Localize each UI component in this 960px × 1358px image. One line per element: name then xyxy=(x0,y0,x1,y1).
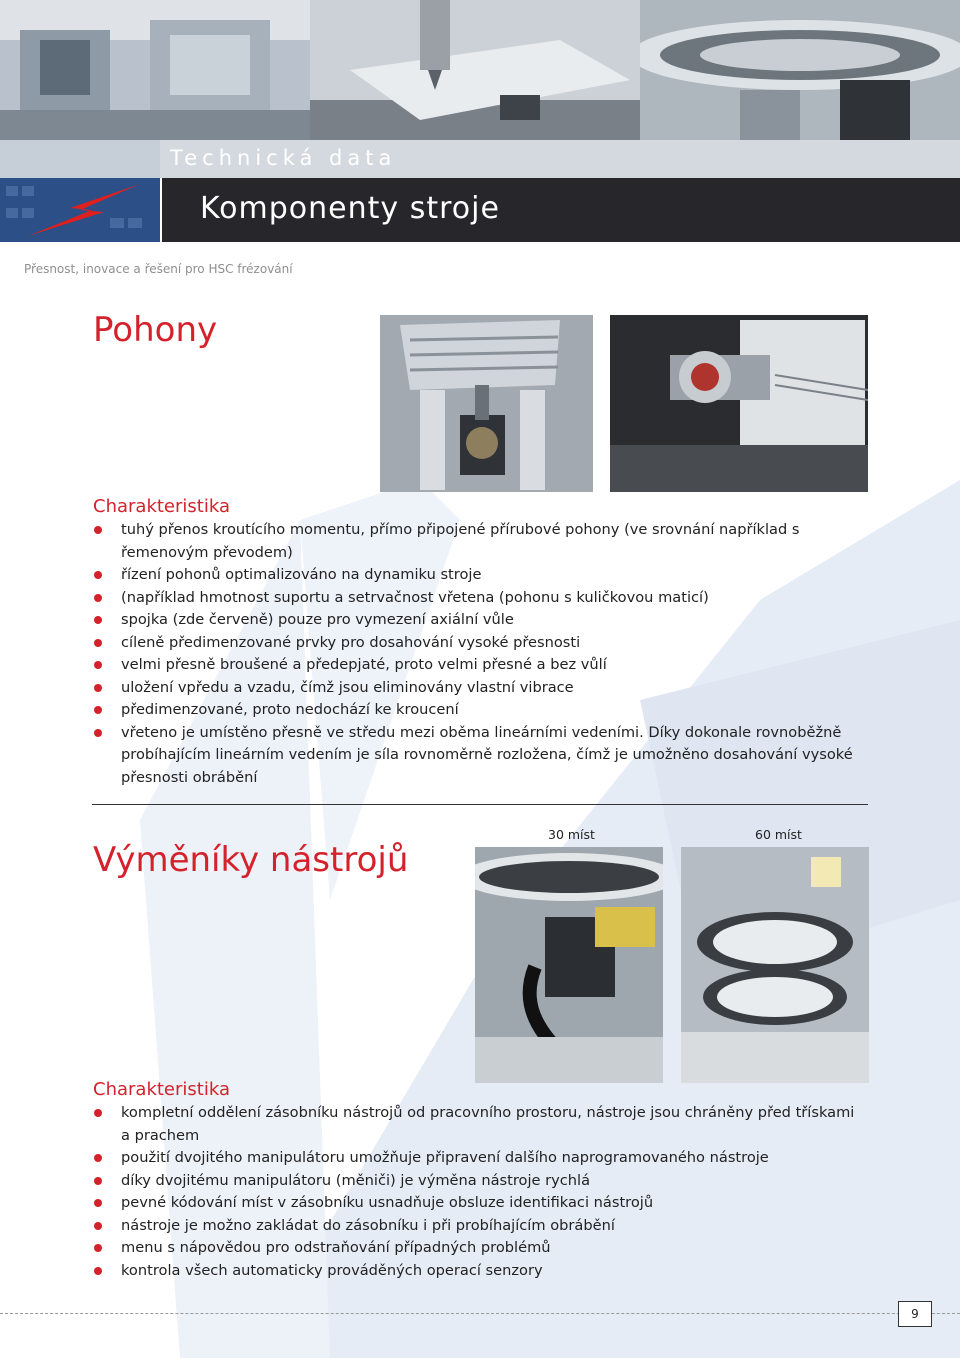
red-dot-icon xyxy=(94,661,102,669)
red-dot-icon xyxy=(94,1244,102,1252)
red-dot-icon xyxy=(94,729,102,737)
list-item: tuhý přenos kroutícího momentu, přímo připojené přírubové pohony (ve srovnání například s řemenovým převodem) xyxy=(93,519,863,564)
list-item: vřeteno je umístěno přesně ve středu mezi oběma lineárními vedeními. Díky dokonale rovnoběžně probíhajícím lineárním vedením je síla rovnoměrně rozložena, čímž je umožněno dosahování vysoké přesnosti obrábění xyxy=(93,722,863,790)
header-photo-machine-room xyxy=(0,0,310,140)
page-subtitle: Přesnost, inovace a řešení pro HSC frézování xyxy=(24,262,293,276)
red-dot-icon xyxy=(94,1199,102,1207)
toolchangers-characteristics-heading: Charakteristika xyxy=(93,1079,230,1100)
list-item: menu s nápovědou pro odstraňování případných problémů xyxy=(93,1237,863,1260)
header-band-left-top xyxy=(0,140,160,178)
red-dot-icon xyxy=(94,1222,102,1230)
red-dot-icon xyxy=(94,706,102,714)
list-item: spojka (zde červeně) pouze pro vymezení axiální vůle xyxy=(93,609,863,632)
drives-characteristics-heading: Charakteristika xyxy=(93,496,230,517)
list-item: nástroje je možno zakládat do zásobníku i při probíhajícím obrábění xyxy=(93,1215,863,1238)
red-dot-icon xyxy=(94,1177,102,1185)
list-item: uložení vpředu a vzadu, čímž jsou eliminovány vlastní vibrace xyxy=(93,677,863,700)
red-dot-icon xyxy=(94,684,102,692)
red-dot-icon xyxy=(94,639,102,647)
photo-toolchanger-30 xyxy=(475,847,663,1083)
lightning-bolt-icon xyxy=(0,178,160,242)
photo-ballscrew-coupling xyxy=(610,315,868,492)
toolchangers-bullet-list xyxy=(93,1102,863,1282)
caption-60-slots: 60 míst xyxy=(755,827,802,842)
red-dot-icon xyxy=(94,1267,102,1275)
red-dot-icon xyxy=(94,616,102,624)
list-item: pevné kódování míst v zásobníku usnadňuje obsluze identifikaci nástrojů xyxy=(93,1192,863,1215)
list-item: kompletní oddělení zásobníku nástrojů od pracovního prostoru, nástroje jsou chráněny před třískami a prachem xyxy=(93,1102,863,1147)
list-item: řízení pohonů optimalizováno na dynamiku stroje xyxy=(93,564,863,587)
red-dot-icon xyxy=(94,571,102,579)
drives-trailing-text: Díky dokonale rovnoběžně probíhajícím lineárním vedením je síla rovnoměrně rozložena, čímž je umožněno dosahování vysoké přesnosti obrábění xyxy=(121,723,853,786)
list-item: kontrola všech automaticky prováděných operací senzory xyxy=(93,1260,863,1283)
header-photo-tool-carousel xyxy=(640,0,960,140)
footer-dotted-rule xyxy=(0,1313,960,1314)
list-item: (například hmotnost suportu a setrvačnost vřetena (pohonu s kuličkovou maticí) xyxy=(93,587,863,610)
red-dot-icon xyxy=(94,594,102,602)
section-divider xyxy=(92,804,868,805)
red-dot-icon xyxy=(94,526,102,534)
photo-toolchanger-60 xyxy=(681,847,869,1083)
list-item: díky dvojitému manipulátoru (měniči) je výměna nástroje rychlá xyxy=(93,1170,863,1193)
list-item: předimenzované, proto nedochází ke kroucení xyxy=(93,699,863,722)
caption-30-slots: 30 míst xyxy=(548,827,595,842)
photo-linear-guides xyxy=(380,315,593,492)
section-heading-toolchangers: Výměníky nástrojů xyxy=(93,840,409,880)
section-heading-drives: Pohony xyxy=(93,310,218,350)
page-number: 9 xyxy=(898,1301,932,1327)
drives-bullet-list xyxy=(93,519,863,789)
red-dot-icon xyxy=(94,1154,102,1162)
red-dot-icon xyxy=(94,1109,102,1117)
logo-panel xyxy=(0,178,160,242)
list-item: použití dvojitého manipulátoru umožňuje připravení dalšího naprogramovaného nástroje xyxy=(93,1147,863,1170)
section-tag: Technická data xyxy=(170,146,397,170)
page-title: Komponenty stroje xyxy=(200,191,500,226)
list-item: cíleně předimenzované prvky pro dosahování vysoké přesnosti xyxy=(93,632,863,655)
list-item: velmi přesně broušené a předepjaté, proto velmi přesné a bez vůlí xyxy=(93,654,863,677)
header-photo-spindle xyxy=(310,0,640,140)
